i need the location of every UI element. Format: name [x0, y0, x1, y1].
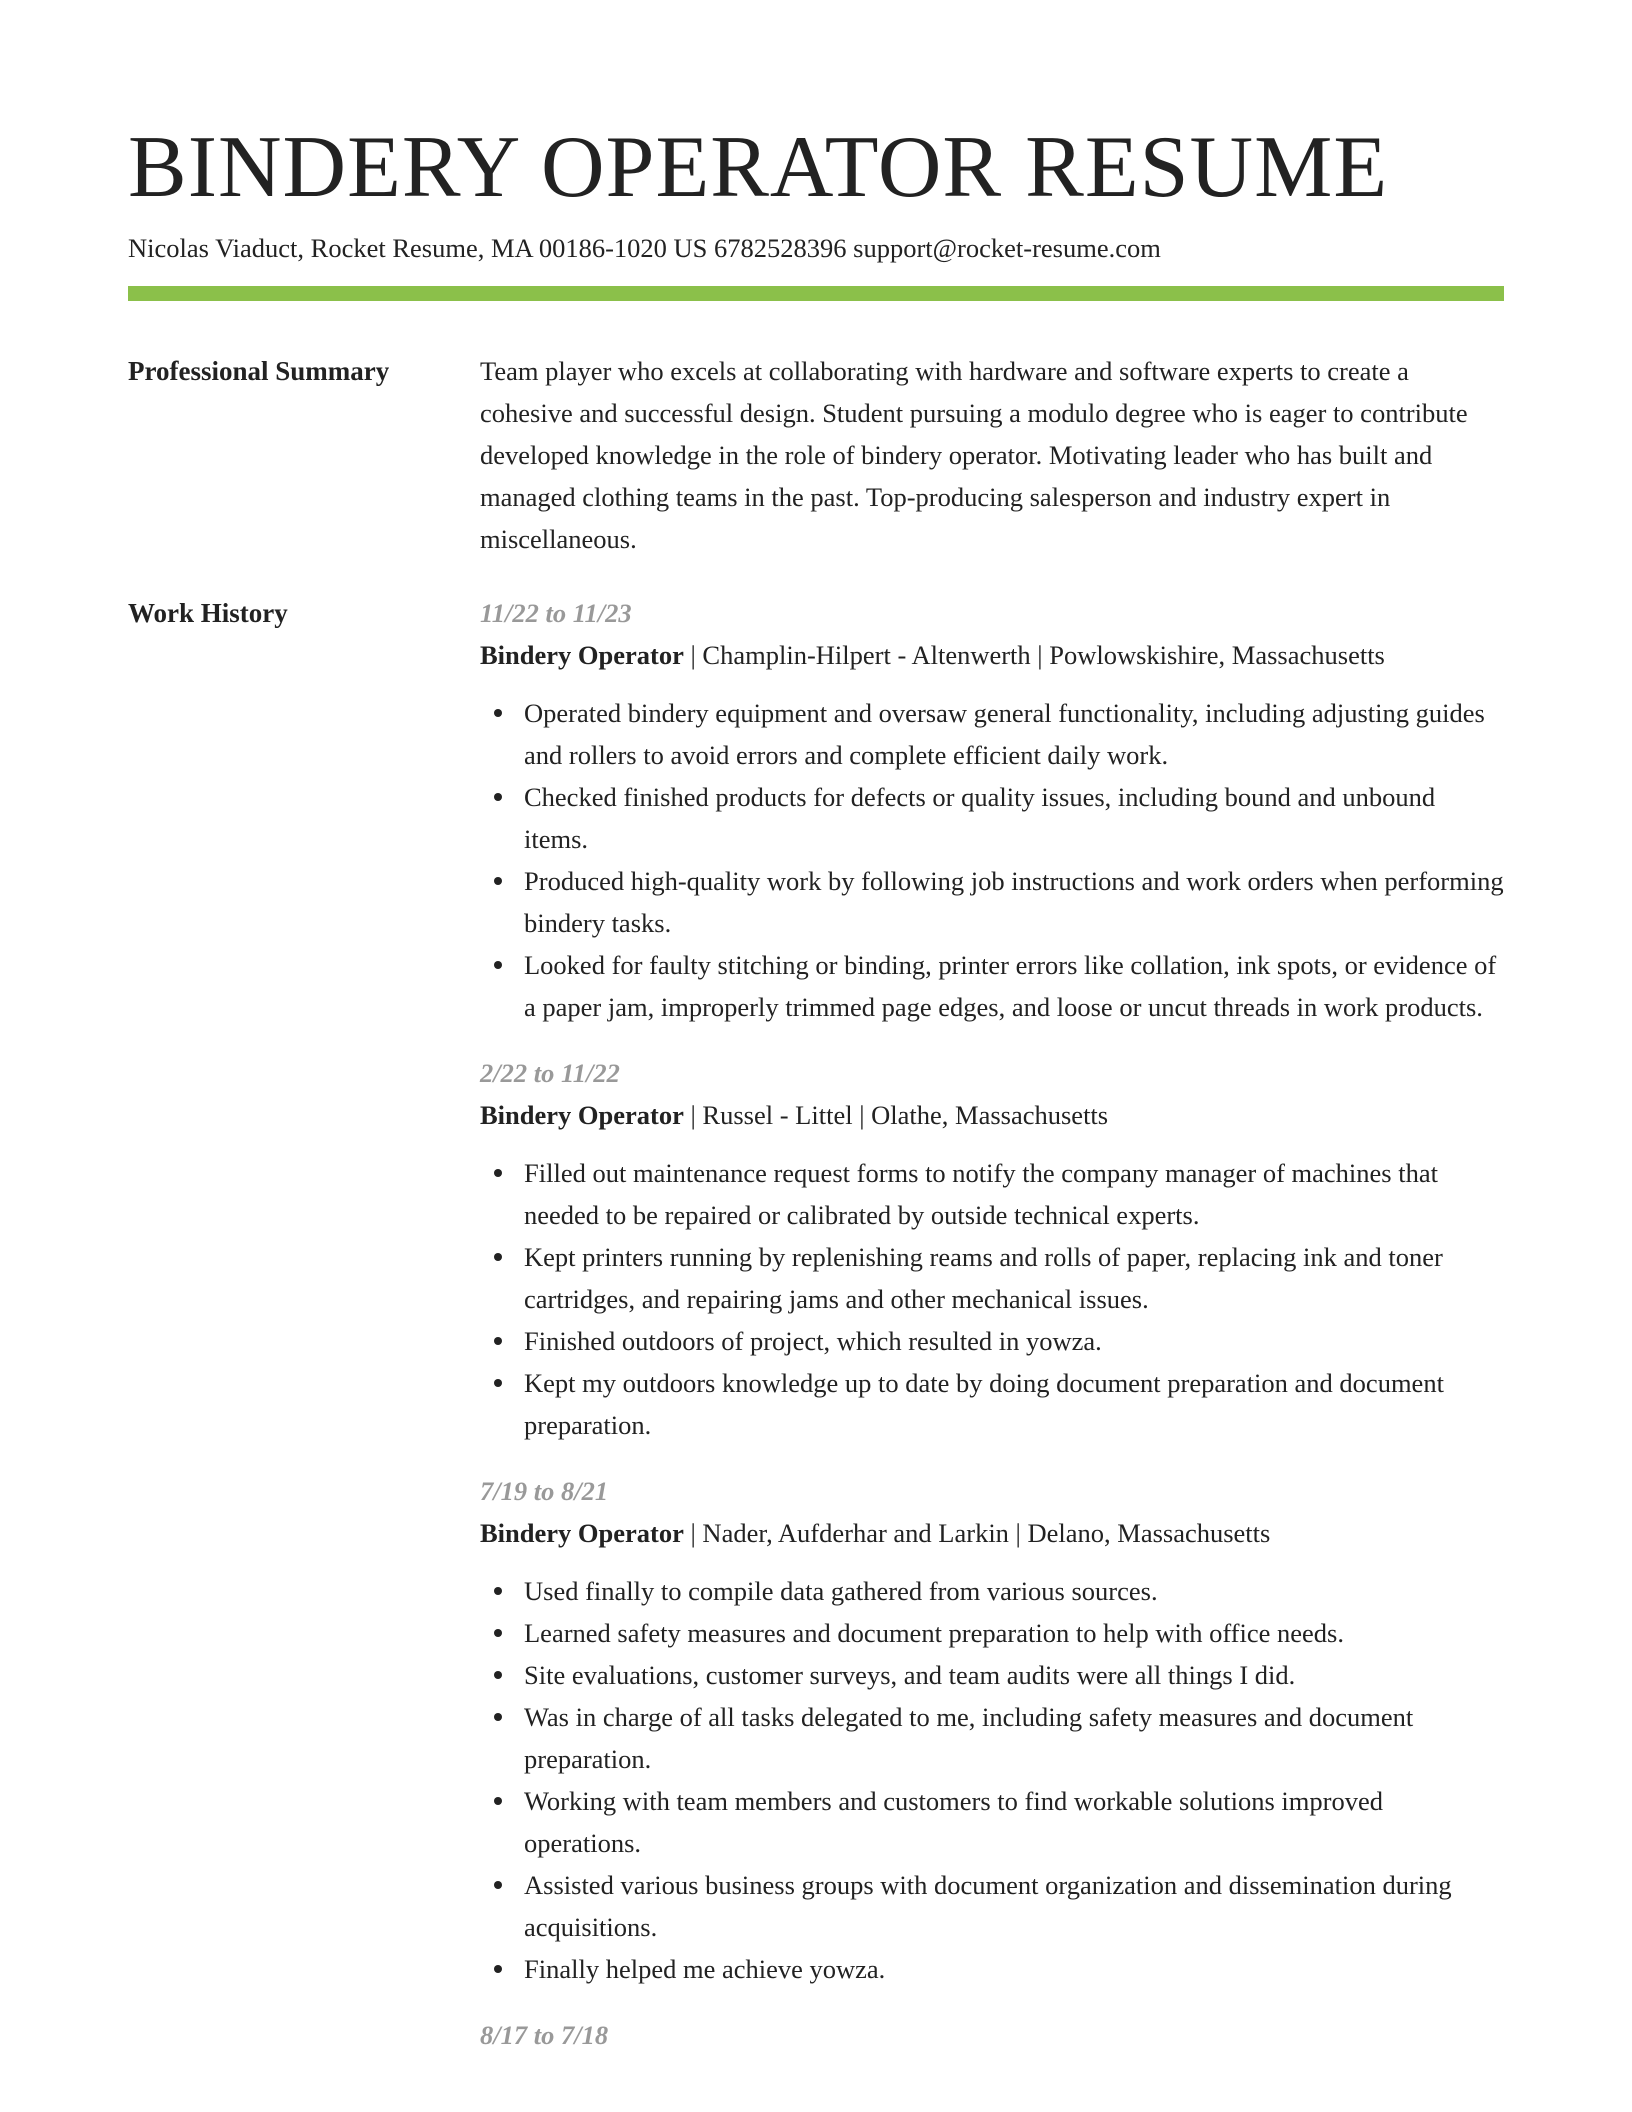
job-dates: 7/19 to 8/21	[480, 1476, 609, 1506]
list-item	[480, 1948, 1504, 1990]
bullet-icon	[494, 1337, 502, 1345]
list-item	[480, 776, 1504, 860]
job-bullet-list	[480, 1570, 1504, 1990]
job-heading	[480, 634, 1504, 676]
bullet-icon	[494, 1881, 502, 1889]
bullet-text: Checked finished products for defects or quality issues, including bound and unbound items.	[524, 782, 1436, 854]
list-item	[480, 1612, 1504, 1654]
bullet-text: Looked for faulty stitching or binding, printer errors like collation, ink spots, or evidence of a paper jam, improperly trimmed page edges, and loose or uncut threads in work products.	[524, 950, 1497, 1022]
bullet-text: Working with team members and customers to find workable solutions improved operations.	[524, 1786, 1383, 1858]
job-heading	[480, 1094, 1504, 1136]
contact-line: Nicolas Viaduct, Rocket Resume, MA 00186-1020 US 6782528396 support@rocket-resume.com	[128, 233, 1161, 263]
summary-text: Team player who excels at collaborating with hardware and software experts to create a cohesive and successful design. Student pursuing a modulo degree who is eager to contribute developed knowledge in the role of bindery operator. Motivating leader who has built and managed clothing teams in the past. Top-producing salesperson and industry expert in miscellaneous.	[480, 356, 1468, 554]
list-item	[480, 944, 1504, 1028]
bullet-icon	[494, 709, 502, 717]
bullet-text: Kept printers running by replenishing reams and rolls of paper, replacing ink and toner cartridges, and repairing jams and other mechanical issues.	[524, 1242, 1443, 1314]
work-history-body	[480, 592, 1504, 2080]
bullet-icon	[494, 1965, 502, 1973]
job-entry	[480, 1052, 1504, 1446]
bullet-text: Was in charge of all tasks delegated to me, including safety measures and document preparation.	[524, 1702, 1414, 1774]
resume-title: BINDERY OPERATOR RESUME	[128, 119, 1389, 216]
bullet-icon	[494, 1797, 502, 1805]
work-history-label: Work History	[128, 598, 288, 628]
job-title: Bindery Operator	[480, 640, 684, 670]
list-item	[480, 1864, 1504, 1948]
list-item	[480, 860, 1504, 944]
bullet-icon	[494, 1169, 502, 1177]
job-entry	[480, 1470, 1504, 1990]
bullet-text: Kept my outdoors knowledge up to date by doing document preparation and document preparation.	[524, 1368, 1444, 1440]
bullet-icon	[494, 1253, 502, 1261]
bullet-text: Assisted various business groups with document organization and dissemination during acquisitions.	[524, 1870, 1452, 1942]
bullet-text: Finally helped me achieve yowza.	[524, 1954, 886, 1984]
list-item	[480, 1654, 1504, 1696]
summary-body	[480, 350, 1504, 560]
bullet-text: Site evaluations, customer surveys, and team audits were all things I did.	[524, 1660, 1296, 1690]
bullet-icon	[494, 1671, 502, 1679]
list-item	[480, 692, 1504, 776]
job-bullet-list	[480, 692, 1504, 1028]
job-dates: 11/22 to 11/23	[480, 598, 632, 628]
summary-label: Professional Summary	[128, 356, 390, 386]
bullet-icon	[494, 961, 502, 969]
bullet-icon	[494, 1379, 502, 1387]
bullet-icon	[494, 1629, 502, 1637]
list-item	[480, 1696, 1504, 1780]
bullet-text: Used finally to compile data gathered from various sources.	[524, 1576, 1158, 1606]
job-entry	[480, 592, 1504, 1028]
accent-divider	[128, 286, 1504, 301]
bullet-text: Learned safety measures and document preparation to help with office needs.	[524, 1618, 1344, 1648]
job-title: Bindery Operator	[480, 1518, 684, 1548]
bullet-icon	[494, 1713, 502, 1721]
job-title: Bindery Operator	[480, 1100, 684, 1130]
bullet-text: Filled out maintenance request forms to notify the company manager of machines that needed to be repaired or calibrated by outside technical experts.	[524, 1158, 1438, 1230]
bullet-text: Produced high-quality work by following job instructions and work orders when performing bindery tasks.	[524, 866, 1504, 938]
job-dates: 8/17 to 7/18	[480, 2020, 609, 2050]
bullet-text: Finished outdoors of project, which resulted in yowza.	[524, 1326, 1102, 1356]
bullet-icon	[494, 877, 502, 885]
list-item	[480, 1152, 1504, 1236]
job-details: | Russel - Littel | Olathe, Massachusetts	[683, 1100, 1109, 1130]
job-entry	[480, 2014, 1504, 2056]
list-item	[480, 1362, 1504, 1446]
list-item	[480, 1236, 1504, 1320]
job-dates: 2/22 to 11/22	[480, 1058, 620, 1088]
list-item	[480, 1780, 1504, 1864]
job-details: | Champlin-Hilpert - Altenwerth | Powlowskishire, Massachusetts	[683, 640, 1385, 670]
job-bullet-list	[480, 1152, 1504, 1446]
list-item	[480, 1570, 1504, 1612]
list-item	[480, 1320, 1504, 1362]
bullet-text: Operated bindery equipment and oversaw general functionality, including adjusting guides and rollers to avoid errors and complete efficient daily work.	[524, 698, 1485, 770]
job-details: | Nader, Aufderhar and Larkin | Delano, Massachusetts	[683, 1518, 1271, 1548]
bullet-icon	[494, 793, 502, 801]
job-heading	[480, 1512, 1504, 1554]
bullet-icon	[494, 1587, 502, 1595]
